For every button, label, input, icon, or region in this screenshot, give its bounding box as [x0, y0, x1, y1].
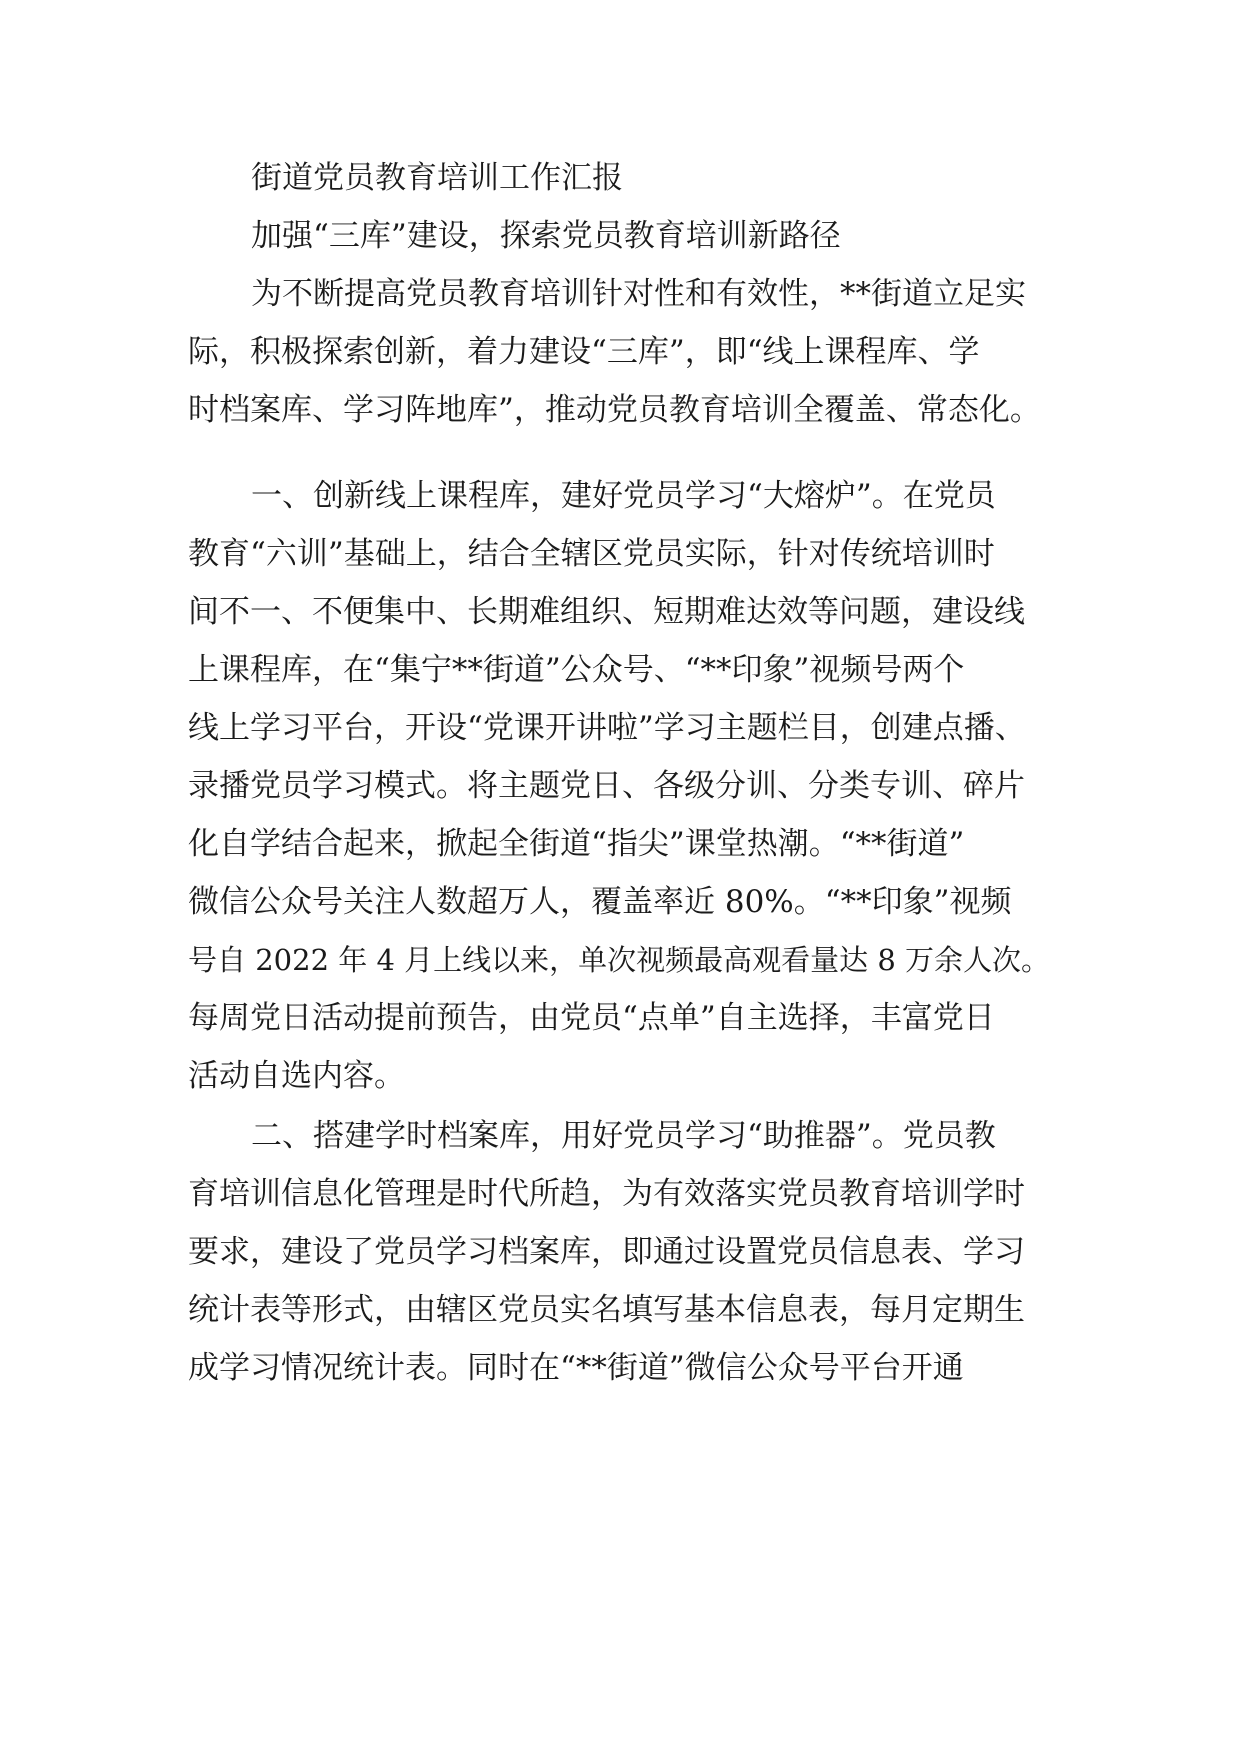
paragraph-line: 化自学结合起来，掀起全街道“指尖”课堂热潮。“**街道” [188, 826, 965, 862]
paragraph-line: 微信公众号关注人数超万人，覆盖率近 80%。“**印象”视频 [188, 884, 1012, 920]
paragraph-line: 际，积极探索创新，着力建设“三库”，即“线上课程库、学 [188, 334, 980, 370]
paragraph-line: 录播党员学习模式。将主题党日、各级分训、分类专训、碎片 [188, 768, 1025, 804]
paragraph-line: 号自 2022 年 4 月上线以来，单次视频最高观看量达 8 万余人次。 [188, 943, 1051, 977]
paragraph-line: 上课程库，在“集宁**街道”公众号、“**印象”视频号两个 [188, 652, 965, 688]
paragraph-line: 二、搭建学时档案库，用好党员学习“助推器”。党员教 [251, 1118, 996, 1154]
paragraph-line: 为不断提高党员教育培训针对性和有效性，**街道立足实 [251, 276, 1026, 312]
paragraph-line: 成学习情况统计表。同时在“**街道”微信公众号平台开通 [188, 1350, 964, 1386]
document-subtitle: 加强“三库”建设，探索党员教育培训新路径 [251, 218, 841, 254]
paragraph-line: 要求，建设了党员学习档案库，即通过设置党员信息表、学习 [188, 1234, 1025, 1270]
paragraph-line: 每周党日活动提前预告，由党员“点单”自主选择，丰富党日 [188, 1000, 995, 1036]
document-title: 街道党员教育培训工作汇报 [251, 160, 623, 196]
paragraph-line: 一、创新线上课程库，建好党员学习“大熔炉”。在党员 [251, 478, 996, 514]
paragraph-line: 统计表等形式，由辖区党员实名填写基本信息表，每月定期生 [188, 1292, 1025, 1328]
paragraph-line: 间不一、不便集中、长期难组织、短期难达效等问题，建设线 [188, 594, 1025, 630]
paragraph-line: 时档案库、学习阵地库”，推动党员教育培训全覆盖、常态化。 [188, 392, 1041, 428]
paragraph-line: 教育“六训”基础上，结合全辖区党员实际，针对传统培训时 [188, 536, 995, 572]
paragraph-line: 育培训信息化管理是时代所趋，为有效落实党员教育培训学时 [188, 1176, 1025, 1212]
paragraph-line: 活动自选内容。 [188, 1058, 405, 1094]
paragraph-line: 线上学习平台，开设“党课开讲啦”学习主题栏目，创建点播、 [188, 710, 1026, 746]
